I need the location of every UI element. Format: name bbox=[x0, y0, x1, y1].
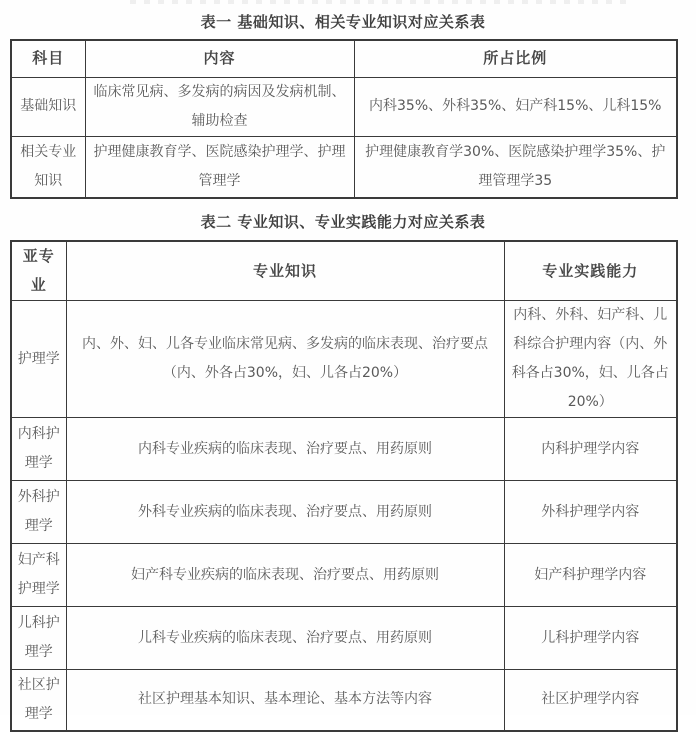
table2-row2-subspecialty: 内科护理学 bbox=[11, 418, 66, 481]
table2-header-subspecialty: 亚专业 bbox=[11, 241, 66, 301]
table2-title: 表二 专业知识、专业实践能力对应关系表 bbox=[200, 213, 486, 231]
table2-row2-practice: 内科护理学内容 bbox=[504, 418, 677, 481]
table2-row4-subspecialty: 妇产科护理学 bbox=[11, 544, 66, 607]
table1-row2-ratio: 护理健康教育学30%、医院感染护理学35%、护理管理学35 bbox=[354, 136, 677, 198]
table2-header-row bbox=[11, 241, 677, 301]
table2-row3-knowledge: 外科专业疾病的临床表现、治疗要点、用药原则 bbox=[66, 481, 504, 544]
table2-row6-practice: 社区护理学内容 bbox=[504, 670, 677, 731]
table2-row1-practice: 内科、外科、妇产科、儿科综合护理内容（内、外科各占30%，妇、儿各占20%） bbox=[504, 301, 677, 418]
table1-title: 表一 基础知识、相关专业知识对应关系表 bbox=[200, 13, 486, 31]
table-row bbox=[11, 136, 677, 198]
table2 bbox=[10, 240, 678, 732]
table2-row5-practice: 儿科护理学内容 bbox=[504, 607, 677, 670]
table2-row2-knowledge: 内科专业疾病的临床表现、治疗要点、用药原则 bbox=[66, 418, 504, 481]
table-row bbox=[11, 77, 677, 136]
table2-header-knowledge: 专业知识 bbox=[66, 241, 504, 301]
table1-row2-content: 护理健康教育学、医院感染护理学、护理管理学 bbox=[85, 136, 354, 198]
table1-row1-ratio: 内科35%、外科35%、妇产科15%、儿科15% bbox=[354, 77, 677, 136]
table1-row1-subject: 基础知识 bbox=[11, 77, 85, 136]
table-row bbox=[11, 481, 677, 544]
table1-header-row bbox=[11, 40, 677, 77]
table2-row6-subspecialty: 社区护理学 bbox=[11, 670, 66, 731]
table2-row1-knowledge: 内、外、妇、儿各专业临床常见病、多发病的临床表现、治疗要点（内、外各占30%，妇、儿各占20%） bbox=[66, 301, 504, 418]
table1-header-ratio: 所占比例 bbox=[354, 40, 677, 77]
table1-header-content: 内容 bbox=[85, 40, 354, 77]
clipped-text-remnant bbox=[130, 0, 630, 4]
table-row bbox=[11, 301, 677, 418]
table-row bbox=[11, 544, 677, 607]
table2-row3-subspecialty: 外科护理学 bbox=[11, 481, 66, 544]
table2-row4-knowledge: 妇产科专业疾病的临床表现、治疗要点、用药原则 bbox=[66, 544, 504, 607]
table2-row6-knowledge: 社区护理基本知识、基本理论、基本方法等内容 bbox=[66, 670, 504, 731]
table1-row2-subject: 相关专业知识 bbox=[11, 136, 85, 198]
table-row bbox=[11, 418, 677, 481]
table-row bbox=[11, 670, 677, 731]
table-row bbox=[11, 607, 677, 670]
table2-row1-subspecialty: 护理学 bbox=[11, 301, 66, 418]
table2-row5-knowledge: 儿科专业疾病的临床表现、治疗要点、用药原则 bbox=[66, 607, 504, 670]
table1-header-subject: 科目 bbox=[11, 40, 85, 77]
table1 bbox=[10, 39, 678, 199]
table2-row4-practice: 妇产科护理学内容 bbox=[504, 544, 677, 607]
table1-row1-content: 临床常见病、多发病的病因及发病机制、辅助检查 bbox=[85, 77, 354, 136]
table2-header-practice: 专业实践能力 bbox=[504, 241, 677, 301]
table2-row3-practice: 外科护理学内容 bbox=[504, 481, 677, 544]
table2-row5-subspecialty: 儿科护理学 bbox=[11, 607, 66, 670]
